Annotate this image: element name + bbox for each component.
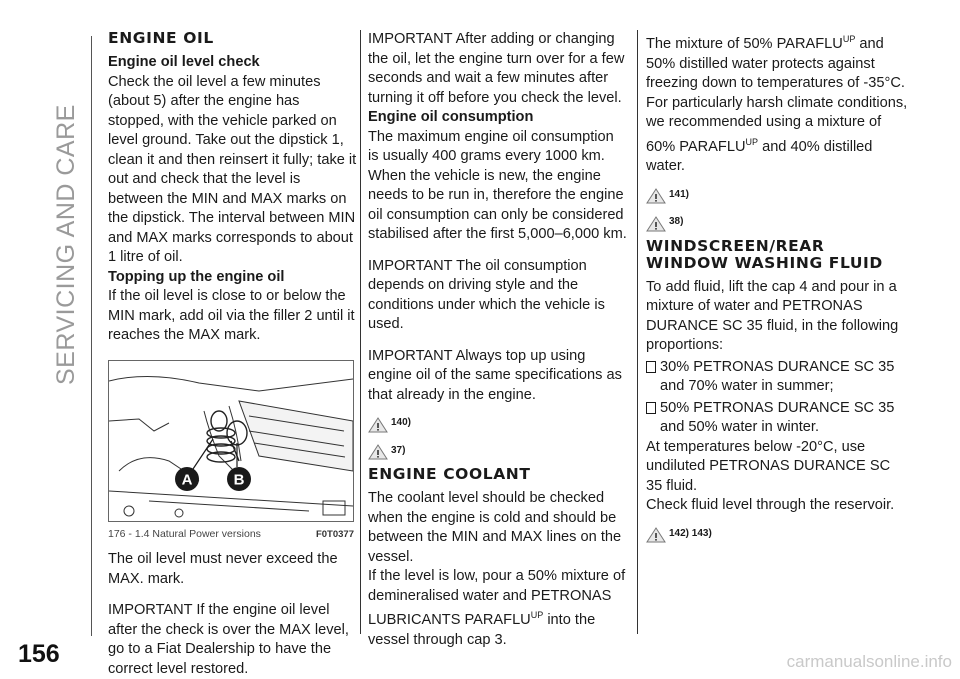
figure-engine-dipstick bbox=[108, 360, 354, 545]
paragraph-oil-level-check: Check the oil level a few minutes (about 5) after the engine has stopped, with the vehicle parked on level ground. Take out the dipstick 1, clean it and then reinsert it fully; take it out and check that the level is between the MIN and MAX marks on the dipstick. The interval between MIN and MAX marks corresponds to about 1 litre of oil. bbox=[108, 73, 357, 265]
warning-triangle-icon bbox=[368, 444, 388, 460]
paragraph-oil-consumption: The maximum engine oil consumption is usually 400 grams every 1000 km. When the vehicle is new, the engine needs to be run in, therefore the engine oil consumption can only be considered stabilised after the first 5,000–6,000 km. bbox=[368, 128, 627, 242]
list-item bbox=[646, 358, 908, 397]
mixture-text-3: and 40% distilled water. bbox=[646, 138, 873, 174]
heading-washing-fluid bbox=[646, 238, 908, 272]
column-3 bbox=[646, 30, 908, 549]
warning-ref-142-143 bbox=[646, 524, 908, 544]
warning-ref-label: 38) bbox=[669, 216, 684, 227]
callout-b-label: B bbox=[233, 471, 245, 488]
subheading-oil-level-check: Engine oil level check bbox=[108, 54, 260, 70]
subheading-oil-consumption: Engine oil consumption bbox=[368, 109, 534, 125]
warning-ref-label: 140) bbox=[391, 417, 412, 428]
paraflu-superscript: UP bbox=[842, 34, 856, 44]
paragraph-important-after-adding: IMPORTANT After adding or changing the oil, let the engine turn over for a few seconds and wait a few minutes after turning it off before you check the level. bbox=[368, 31, 625, 106]
paragraph-paraflu-mixture bbox=[646, 30, 908, 177]
warning-triangle-icon bbox=[646, 527, 666, 543]
column-divider-1 bbox=[360, 30, 361, 634]
figure-code: F0T0377 bbox=[315, 528, 354, 540]
subheading-topping-up: Topping up the engine oil bbox=[108, 268, 285, 285]
paragraph-coolant-check: The coolant level should be checked when the engine is cold and should be between the MIN and MAX lines on the vessel. bbox=[368, 490, 622, 565]
paragraph-check-reservoir: Check fluid level through the reservoir. bbox=[646, 497, 895, 513]
caption-text: 176 - 1.4 Natural Power versions bbox=[108, 527, 261, 540]
heading-engine-coolant: ENGINE COOLANT bbox=[368, 465, 531, 483]
paragraph-important-over-max: IMPORTANT If the engine oil level after the check is over the MAX level, go to a Fiat Dealership to have the correct level restored. bbox=[108, 602, 349, 677]
page-number: 156 bbox=[18, 640, 60, 668]
warning-ref-38 bbox=[646, 212, 908, 232]
warning-ref-140 bbox=[368, 413, 628, 433]
warning-triangle-icon bbox=[646, 188, 666, 204]
column-1 bbox=[108, 30, 358, 679]
column-divider-2 bbox=[637, 30, 638, 634]
column-2 bbox=[368, 30, 628, 650]
section-side-title: SERVICING AND CARE bbox=[52, 104, 80, 385]
warning-ref-label: 142) 143) bbox=[669, 527, 712, 539]
paragraph-important-driving-style: IMPORTANT The oil consumption depends on driving style and the conditions under which the vehicle is used. bbox=[368, 257, 605, 332]
coolant-low-text-1: If the level is low, pour a 50% mixture of demineralised water and PETRONAS LUBRICANTS PARAFLU bbox=[368, 568, 626, 628]
mixture-text-2: and 50% distilled water protects against freezing down to temperatures of -35°C. For particularly harsh climate conditions, we recommended using a mixture of 60% PARAFLU bbox=[646, 36, 908, 155]
bullet-box-icon bbox=[646, 402, 656, 414]
heading-line-2: WINDOW WASHING FLUID bbox=[646, 253, 883, 272]
list-item bbox=[646, 399, 908, 438]
paragraph-low-temperature: At temperatures below -20°C, use undiluted PETRONAS DURANCE SC 35 fluid. bbox=[646, 438, 891, 494]
paraflu-superscript: UP bbox=[530, 610, 544, 620]
mixture-text-1: The mixture of 50% PARAFLU bbox=[646, 36, 843, 52]
warning-triangle-icon bbox=[646, 216, 666, 232]
warning-ref-label: 141) bbox=[669, 188, 690, 200]
bullet-box-icon bbox=[646, 361, 656, 373]
callout-a bbox=[175, 467, 199, 491]
list-item-text: 30% PETRONAS DURANCE SC 35 and 70% water in summer; bbox=[660, 358, 895, 394]
paragraph-add-fluid: To add fluid, lift the cap 4 and pour in a mixture of water and PETRONAS DURANCE SC 35 fluid, in the following proportions: bbox=[646, 278, 899, 353]
paragraph-max-mark: The oil level must never exceed the MAX. mark. bbox=[108, 551, 338, 587]
warning-ref-37 bbox=[368, 441, 628, 461]
watermark: carmanualsonline.info bbox=[786, 652, 952, 671]
warning-triangle-icon bbox=[368, 417, 388, 433]
warning-ref-label: 37) bbox=[391, 444, 406, 456]
side-rule bbox=[91, 36, 92, 636]
heading-engine-oil: ENGINE OIL bbox=[108, 29, 214, 47]
coolant-low-text-2: into the vessel through cap 3. bbox=[368, 612, 596, 648]
callout-a-label: A bbox=[181, 471, 193, 488]
paragraph-coolant-low bbox=[368, 567, 628, 650]
engine-bay-illustration bbox=[108, 360, 354, 522]
callout-b bbox=[227, 467, 251, 491]
heading-line-1: WINDSCREEN/REAR bbox=[646, 236, 825, 255]
paragraph-topping-up: If the oil level is close to or below the MIN mark, add oil via the filler 2 until it reaches the MAX mark. bbox=[108, 288, 355, 343]
paragraph-important-top-up: IMPORTANT Always top up using engine oil of the same specifications as that already in the engine. bbox=[368, 347, 622, 403]
figure-caption bbox=[108, 525, 354, 545]
warning-ref-141 bbox=[646, 185, 908, 205]
list-item-text: 50% PETRONAS DURANCE SC 35 and 50% water in winter. bbox=[660, 399, 895, 435]
paraflu-superscript: UP bbox=[745, 136, 759, 147]
